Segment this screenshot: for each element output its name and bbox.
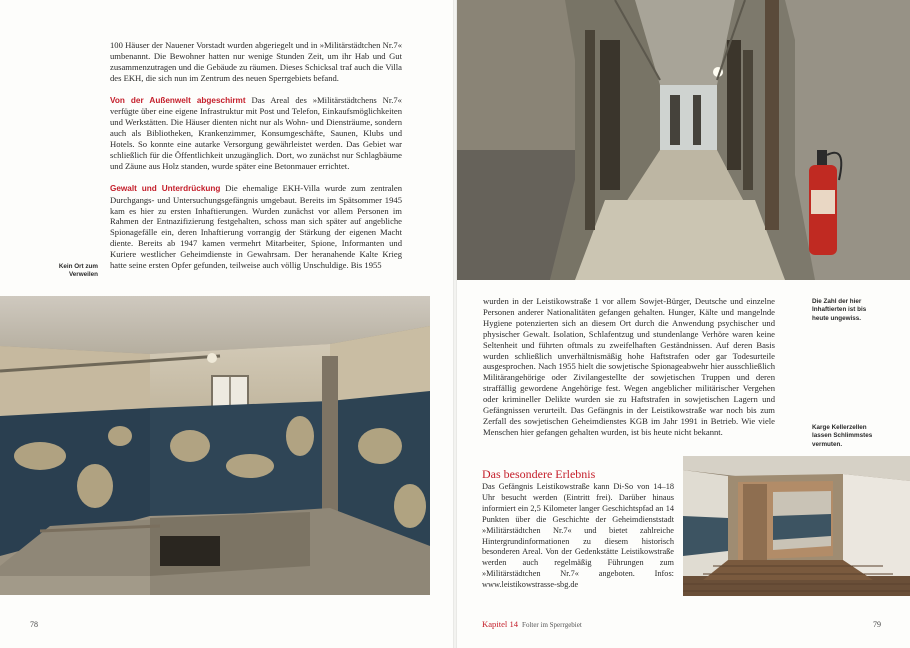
paragraph-3 — [110, 183, 402, 271]
highlight-box-text: Das Gefängnis Leistikowstraße kann Di-So von 14–18 Uhr besucht werden (Eintritt frei). Darüber hinaus informiert ein 2,5 Kilometer langer Geschichtspfad an 14 Punkten über die Geschichte der Geheimdienststadt »Militärstädtchen Nr.7« und bietet zahlreiche Hintergrundinformationen zu diesem historisch besonderen Areal. Von der Gedenkstätte Leistikowstraße werden auch regelmäßig Führungen zum »Militärstädtchen Nr.7« angeboten. Infos: www.leistikowstrasse-sbg.de — [482, 482, 674, 590]
paragraph-2-text: Das Areal des »Militärstädtchens Nr.7« verfügte über eine eigene Infrastruktur mit Post und Telefon, Einkaufsmöglichkeiten und Werkstätten. Die Häuser dienten nicht nur als Wohn- und Diensträume, sondern auch als Bibliotheken, Krankenzimmer, Konsumgeschäfte, Saunen, Klubs und Hotels. So konnte eine autarke Versorgung gewährleistet werden. Das Gebiet war schließlich für die Öffentlichkeit unzugänglich. Dort, wo zunächst nur Schlagbäume und Zäune aus Holz standen, wurde später eine Betonmauer errichtet. — [110, 94, 402, 171]
page-number-right: 79 — [873, 620, 881, 629]
footer-chapter-title: Folter im Sperrgebiet — [522, 621, 582, 629]
caption-cells: Karge Kellerzellen lassen Schlimmstes vermuten. — [812, 424, 873, 448]
paragraph-continued: wurden in der Leistikowstraße 1 vor allem Sowjet-Bürger, Deutsche und einzelne Personen anderer Nationalitäten gefangen gehalten. Hunger, Kälte und mangelnde Hygiene potenzierten sich an diesem Ort durch die Anwendung psychischer und physischer Gewalt. Isolation, Schlafentzug und stundenlange Verhöre waren keine Seltenheit und führten oftmals zu zweifelhaften Geständnissen. Auf deren Basis wurden schließlich unverhältnismäßig hohe Haftstrafen oder gar Todesurteile ausgesprochen. Nach 1955 hielt die sowjetische Spionageabwehr hier ausschließlich Militärangehörige oder Zivilangestellte der sowjetischen Truppen und deren straffällig gewordene Angehörige fest. Wegen angeblicher militärischer Vergehen oder krimineller Delikte wurden sie zu Haftstrafen in sowjetischen Lagern und Gefängnissen verurteilt. Das Gefängnis in der Leistikowstraße war noch bis zum Zerfall des sowjetischen Geheimdienstes KGB im Jahr 1991 in Betrieb. Wie viele Menschen hier gefangen gehalten wurden, ist bis heute nicht bekannt. — [483, 296, 775, 437]
subhead-violence: Gewalt und Unterdrückung — [110, 183, 221, 193]
book-gutter — [453, 0, 457, 648]
corridor-photo — [455, 0, 910, 280]
footer-chapter — [482, 619, 582, 629]
paragraph-2 — [110, 95, 402, 172]
highlight-box-title: Das besondere Erlebnis — [482, 467, 596, 481]
right-text-column — [483, 296, 775, 438]
footer-chapter-number: Kapitel 14 — [482, 619, 519, 629]
caption-washroom: Kein Ort zum Verweilen — [58, 263, 98, 279]
washroom-photo — [0, 296, 430, 595]
page-number-left: 78 — [30, 620, 38, 629]
right-page — [455, 0, 910, 648]
paragraph-3-text: Die ehemalige EKH-Villa wurde zum zentralen Durchgangs- und Untersuchungsgefängnis umgebaut. Bereits im Spätsommer 1945 kam es hier zu ersten Inhaftierungen. Wurden zunächst vor allem Personen im Rahmen der Entnazifizierung festgehalten, schoss man sich später auf angebliche Spionagefälle ein, deren Inhaftierung vorrangig der Stärkung der eigenen Macht diente. Bereits ab 1947 kamen vermehrt Mitarbeiter, Spione, Informanten und Kuriere westlicher Geheimdienste in Gewahrsam. Der heranahende Kalte Krieg hatte seine ersten Opfer gefunden, teilweise auch völlig Unschuldige. Bis 1955 — [110, 182, 402, 271]
paragraph-1: 100 Häuser der Nauener Vorstadt wurden abgeriegelt und in »Militärstädtchen Nr.7« umbenannt. Die Bewohner hatten nur wenige Stunden Zeit, um ihr Hab und Gut zusammenzutragen und die Gebäude zu räumen. Dieses Schicksal traf auch die Villa des EKH, die sich nun im Zentrum des neuen Sperrgebiets befand. — [110, 40, 402, 83]
caption-corridor: Die Zahl der hier Inhaftierten ist bis heute ungewiss. — [812, 298, 867, 322]
subhead-isolated: Von der Außenwelt abgeschirmt — [110, 95, 246, 105]
left-text-column — [110, 40, 402, 271]
cellar-cells-photo — [683, 456, 910, 596]
